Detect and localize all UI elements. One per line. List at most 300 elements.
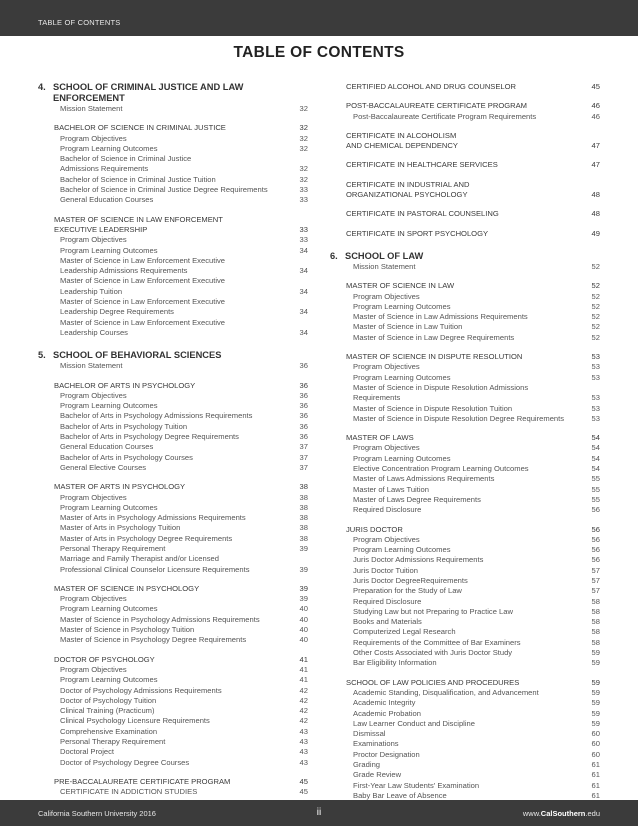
toc-subentry[interactable] <box>330 262 600 272</box>
toc-subentry[interactable] <box>330 688 600 698</box>
toc-entry-title: Program Learning Outcomes <box>60 675 158 685</box>
toc-page-number: 58 <box>591 617 600 627</box>
toc-subentry[interactable] <box>330 638 600 648</box>
toc-subentry[interactable] <box>38 185 308 195</box>
toc-entry-title: SCHOOL OF CRIMINAL JUSTICE AND LAW <box>53 82 244 92</box>
toc-entry-title: Master of Science in Law Enforcement Executive <box>60 255 226 265</box>
toc-entry-title: Bachelor of Science in Criminal Justice <box>60 154 192 164</box>
toc-subentry[interactable] <box>330 750 600 760</box>
toc-entry-title: Program Objectives <box>353 534 420 544</box>
toc-program-entry[interactable] <box>38 777 308 787</box>
toc-program-entry[interactable] <box>38 655 308 665</box>
toc-entry-title: CERTIFICATE IN INDUSTRIAL AND <box>346 179 470 189</box>
toc-subentry[interactable] <box>38 604 308 614</box>
toc-entry-title: Bar Eligibility Information <box>353 658 437 668</box>
toc-page-number: 40 <box>299 604 308 614</box>
toc-page-number: 45 <box>299 776 308 786</box>
toc-entry-title: First-Year Law Students' Examination <box>353 780 480 790</box>
toc-entry-title: SCHOOL OF LAW POLICIES AND PROCEDURES <box>346 677 520 687</box>
footer-university: California Southern University 2016 <box>38 809 156 818</box>
toc-entry-title: Master of Science in Law Enforcement Executive <box>60 276 226 286</box>
toc-program-entry[interactable] <box>38 123 308 133</box>
toc-entry-title: Law Learner Conduct and Discipline <box>353 718 475 728</box>
toc-page-number: 57 <box>591 565 600 575</box>
toc-page-number: 41 <box>299 664 308 674</box>
toc-program-entry[interactable] <box>330 525 600 535</box>
toc-entry-title: Program Learning Outcomes <box>353 372 451 382</box>
page-number: ii <box>316 807 322 818</box>
toc-entry-title: Clinical Training (Practicum) <box>60 706 155 716</box>
toc-entry-title: Master of Laws Degree Requirements <box>353 494 481 504</box>
toc-page-number: 57 <box>591 575 600 585</box>
toc-entry-title: Program Objectives <box>60 390 127 400</box>
toc-page-number: 36 <box>299 401 308 411</box>
toc-page-number: 33 <box>299 195 308 205</box>
toc-program-entry[interactable] <box>330 433 600 443</box>
toc-subentry[interactable] <box>38 422 308 432</box>
footer-url-prefix: www. <box>522 809 541 818</box>
toc-entry-title: Dismissal <box>353 729 386 739</box>
toc-entry-title: MASTER OF ARTS IN PSYCHOLOGY <box>54 482 186 492</box>
toc-page-number: 33 <box>299 235 308 245</box>
toc-entry-title: Master of Science in Psychology Tuition <box>60 625 195 635</box>
toc-subentry[interactable] <box>38 513 308 523</box>
toc-page-number: 59 <box>591 708 600 718</box>
toc-subentry[interactable] <box>330 627 600 637</box>
toc-subentry[interactable] <box>38 276 308 286</box>
toc-subentry[interactable] <box>38 463 308 473</box>
toc-entry-title: Baby Bar Leave of Absence <box>353 790 447 800</box>
toc-page-number: 42 <box>299 716 308 726</box>
toc-page-number: 59 <box>591 648 600 658</box>
toc-subentry[interactable] <box>330 535 600 545</box>
toc-page-number: 38 <box>299 492 308 502</box>
toc-subentry[interactable] <box>38 318 308 328</box>
toc-program-entry[interactable] <box>38 584 308 594</box>
toc-page-number: 61 <box>591 760 600 770</box>
toc-entry-title: Doctoral Project <box>60 747 115 757</box>
toc-page-number: 59 <box>591 677 600 687</box>
toc-program-entry[interactable] <box>330 352 600 362</box>
toc-entry-title: Other Costs Associated with Juris Doctor Study <box>353 648 513 658</box>
toc-entry-title: Bachelor of Arts in Psychology Courses <box>60 452 193 462</box>
toc-page-number: 56 <box>591 505 600 515</box>
toc-subentry[interactable] <box>330 454 600 464</box>
toc-subentry[interactable] <box>38 706 308 716</box>
page-title: TABLE OF CONTENTS <box>233 44 405 61</box>
toc-subentry[interactable] <box>38 328 308 338</box>
toc-page-number: 39 <box>299 594 308 604</box>
toc-subentry[interactable] <box>330 414 600 424</box>
toc-subentry[interactable] <box>330 485 600 495</box>
toc-subentry[interactable] <box>38 686 308 696</box>
toc-page-number: 48 <box>591 209 600 219</box>
toc-entry-title: Master of Science in Law Admissions Requirements <box>353 312 528 322</box>
toc-program-entry[interactable] <box>330 190 600 200</box>
toc-page-number: 46 <box>591 101 600 111</box>
toc-program-entry[interactable] <box>330 209 600 219</box>
toc-page-number: 56 <box>591 524 600 534</box>
toc-subentry[interactable] <box>330 383 600 393</box>
toc-page-number: 52 <box>591 261 600 271</box>
toc-page-number: 33 <box>299 185 308 195</box>
toc-subentry[interactable] <box>38 594 308 604</box>
toc-page-number: 38 <box>299 513 308 523</box>
toc-subentry[interactable] <box>330 648 600 658</box>
toc-entry-title: Elective Concentration Program Learning Outcomes <box>353 464 529 474</box>
toc-entry-title: Doctor of Psychology Tuition <box>60 695 157 705</box>
toc-page-number: 34 <box>299 286 308 296</box>
toc-subentry[interactable] <box>330 474 600 484</box>
toc-subentry[interactable] <box>38 175 308 185</box>
toc-entry-title: Master of Science in Dispute Resolution Degree Requirements <box>353 413 565 423</box>
toc-entry-title: Grading <box>353 760 381 770</box>
toc-subentry[interactable] <box>330 586 600 596</box>
toc-page-number: 37 <box>299 462 308 472</box>
toc-page-number: 58 <box>591 606 600 616</box>
toc-subentry[interactable] <box>38 154 308 164</box>
header-bar <box>0 0 638 36</box>
toc-subentry[interactable] <box>330 760 600 770</box>
toc-page-number: 43 <box>299 726 308 736</box>
toc-entry-title: Grade Review <box>353 770 402 780</box>
toc-subentry[interactable] <box>38 411 308 421</box>
toc-page-number: 37 <box>299 442 308 452</box>
toc-subentry[interactable] <box>38 787 308 797</box>
toc-page-number: 53 <box>591 413 600 423</box>
toc-subentry[interactable] <box>38 246 308 256</box>
toc-page-number: 40 <box>299 625 308 635</box>
toc-page-number: 54 <box>591 464 600 474</box>
toc-subentry[interactable] <box>330 505 600 515</box>
toc-page-number: 53 <box>591 372 600 382</box>
toc-subentry[interactable] <box>330 545 600 555</box>
toc-entry-title: Computerized Legal Research <box>353 627 456 637</box>
toc-entry-title: ENFORCEMENT <box>53 93 125 103</box>
toc-subentry[interactable] <box>38 432 308 442</box>
toc-page-number: 56 <box>591 555 600 565</box>
toc-subentry[interactable] <box>330 464 600 474</box>
toc-entry-title: Marriage and Family Therapist and/or Licensed <box>60 554 219 564</box>
toc-entry-title: DOCTOR OF PSYCHOLOGY <box>54 654 155 664</box>
toc-subentry[interactable] <box>38 696 308 706</box>
toc-subentry[interactable] <box>38 747 308 757</box>
toc-page-number: 39 <box>299 543 308 553</box>
toc-subentry[interactable] <box>38 727 308 737</box>
toc-subentry[interactable] <box>330 719 600 729</box>
toc-program-entry[interactable] <box>38 215 308 225</box>
toc-entry-title: Personal Therapy Requirement <box>60 543 166 553</box>
toc-page-number: 48 <box>591 190 600 200</box>
toc-page-number: 41 <box>299 675 308 685</box>
toc-entry-title: Mission Statement <box>60 361 123 371</box>
toc-page-number: 33 <box>299 224 308 234</box>
toc-program-entry[interactable] <box>330 229 600 239</box>
toc-program-entry[interactable] <box>330 160 600 170</box>
toc-subentry[interactable] <box>330 373 600 383</box>
toc-page-number: 42 <box>299 706 308 716</box>
toc-entry-title: Comprehensive Examination <box>60 726 158 736</box>
toc-entry-title: Master of Science in Psychology Admissions Requirements <box>60 614 260 624</box>
toc-page-number: 45 <box>591 82 600 91</box>
toc-subentry[interactable] <box>330 709 600 719</box>
toc-subentry[interactable] <box>38 144 308 154</box>
toc-subentry[interactable] <box>330 555 600 565</box>
toc-entry-title: Books and Materials <box>353 617 422 627</box>
toc-subentry[interactable] <box>38 256 308 266</box>
toc-subentry[interactable] <box>330 566 600 576</box>
toc-subentry[interactable] <box>38 554 308 564</box>
toc-subentry[interactable] <box>38 493 308 503</box>
toc-subentry[interactable] <box>330 362 600 372</box>
toc-subentry[interactable] <box>38 565 308 575</box>
toc-program-entry[interactable] <box>38 381 308 391</box>
toc-entry-title: CERTIFICATE IN HEALTHCARE SERVICES <box>346 160 498 170</box>
toc-page-number: 52 <box>591 312 600 322</box>
toc-subentry[interactable] <box>330 729 600 739</box>
toc-page-number: 49 <box>591 228 600 238</box>
toc-entry-title: Program Objectives <box>60 594 127 604</box>
toc-entry-title: Program Objectives <box>60 492 127 502</box>
toc-section-number: 6. <box>330 250 338 261</box>
toc-entry-title: JURIS DOCTOR <box>346 524 403 534</box>
toc-page-number: 52 <box>591 322 600 332</box>
toc-subentry[interactable] <box>330 739 600 749</box>
toc-page-number: 32 <box>299 174 308 184</box>
toc-program-entry[interactable] <box>330 82 600 92</box>
toc-entry-title: Program Learning Outcomes <box>353 453 451 463</box>
toc-page-number: 53 <box>591 362 600 372</box>
toc-page-number: 36 <box>299 432 308 442</box>
toc-program-entry[interactable] <box>330 101 600 111</box>
toc-subentry[interactable] <box>38 737 308 747</box>
toc-page-number: 39 <box>299 583 308 593</box>
toc-subentry[interactable] <box>330 393 600 403</box>
toc-subentry[interactable] <box>330 597 600 607</box>
toc-subentry[interactable] <box>330 576 600 586</box>
toc-program-entry[interactable] <box>38 482 308 492</box>
toc-page-number: 38 <box>299 533 308 543</box>
toc-subentry[interactable] <box>38 625 308 635</box>
toc-subentry[interactable] <box>38 297 308 307</box>
toc-entry-title: Juris Doctor DegreeRequirements <box>353 575 468 585</box>
toc-entry-title: CERTIFICATE IN ALCOHOLISM <box>346 130 457 140</box>
toc-subentry[interactable] <box>330 495 600 505</box>
toc-subentry[interactable] <box>38 287 308 297</box>
toc-page-number: 56 <box>591 534 600 544</box>
toc-entry-title: Master of Science in Psychology Degree Requirements <box>60 635 247 645</box>
toc-entry-title: Program Learning Outcomes <box>60 502 158 512</box>
toc-subentry[interactable] <box>38 675 308 685</box>
toc-subentry[interactable] <box>38 134 308 144</box>
toc-subentry[interactable] <box>330 443 600 453</box>
toc-subentry[interactable] <box>38 665 308 675</box>
toc-program-entry[interactable] <box>330 180 600 190</box>
toc-subentry[interactable] <box>330 770 600 780</box>
toc-entry-title: Clinical Psychology Licensure Requirements <box>60 716 210 726</box>
toc-page-number: 61 <box>591 780 600 790</box>
toc-entry-title: Mission Statement <box>353 261 416 271</box>
toc-entry-title: General Elective Courses <box>60 462 147 472</box>
toc-entry-title: SCHOOL OF BEHAVIORAL SCIENCES <box>53 350 222 361</box>
toc-entry-title: AND CHEMICAL DEPENDENCY <box>346 141 458 151</box>
toc-entry-title: Leadership Degree Requirements <box>60 307 174 317</box>
toc-page-number: 36 <box>299 411 308 421</box>
toc-subentry[interactable] <box>330 617 600 627</box>
toc-entry-title: BACHELOR OF ARTS IN PSYCHOLOGY <box>54 380 196 390</box>
toc-entry-title: Master of Science in Law Tuition <box>353 322 463 332</box>
toc-entry-title: Bachelor of Science in Criminal Justice Degree Requirements <box>60 185 268 195</box>
toc-program-entry[interactable] <box>38 225 308 235</box>
toc-section-number: 5. <box>38 350 46 361</box>
toc-entry-title: Post-Baccalaureate Certificate Program Requirements <box>353 111 537 121</box>
toc-subentry[interactable] <box>38 544 308 554</box>
toc-subentry[interactable] <box>38 534 308 544</box>
toc-subentry[interactable] <box>38 503 308 513</box>
toc-entry-title: Required Disclosure <box>353 596 422 606</box>
toc-school-heading[interactable] <box>330 251 600 262</box>
toc-page-number: 34 <box>299 327 308 337</box>
toc-page-number: 34 <box>299 307 308 317</box>
toc-page-number: 40 <box>299 614 308 624</box>
header-label: TABLE OF CONTENTS <box>38 18 121 27</box>
toc-subentry[interactable] <box>38 266 308 276</box>
toc-subentry[interactable] <box>38 391 308 401</box>
toc-subentry[interactable] <box>38 195 308 205</box>
toc-subentry[interactable] <box>330 302 600 312</box>
toc-subentry[interactable] <box>38 635 308 645</box>
toc-page-number: 52 <box>591 301 600 311</box>
toc-subentry[interactable] <box>38 235 308 245</box>
toc-page-number: 59 <box>591 687 600 697</box>
toc-entry-title: Master of Science in Law Enforcement Executive <box>60 297 226 307</box>
toc-entry-title: Program Learning Outcomes <box>60 604 158 614</box>
toc-page-number: 36 <box>299 361 308 371</box>
toc-entry-title: Master of Arts in Psychology Degree Requirements <box>60 533 233 543</box>
toc-page-number: 57 <box>591 586 600 596</box>
toc-subentry[interactable] <box>38 307 308 317</box>
toc-entry-title: Professional Clinical Counselor Licensure Requirements <box>60 564 250 574</box>
toc-page-number: 38 <box>299 482 308 492</box>
toc-page-number: 40 <box>299 635 308 645</box>
toc-subentry[interactable] <box>38 716 308 726</box>
toc-page-number: 39 <box>299 564 308 574</box>
toc-entry-title: Doctor of Psychology Degree Courses <box>60 757 190 767</box>
toc-entry-title: Master of Laws Admissions Requirements <box>353 474 495 484</box>
toc-subentry[interactable] <box>330 781 600 791</box>
toc-subentry[interactable] <box>330 607 600 617</box>
toc-page-number: 54 <box>591 443 600 453</box>
toc-page-number: 60 <box>591 749 600 759</box>
toc-entry-title: Personal Therapy Requirement <box>60 737 166 747</box>
toc-entry-title: Program Learning Outcomes <box>60 401 158 411</box>
toc-page-number: 38 <box>299 523 308 533</box>
toc-subentry[interactable] <box>330 322 600 332</box>
toc-page-number: 53 <box>591 352 600 362</box>
toc-subentry[interactable] <box>38 442 308 452</box>
toc-program-entry[interactable] <box>330 131 600 141</box>
toc-page-number: 61 <box>591 770 600 780</box>
toc-entry-title: EXECUTIVE LEADERSHIP <box>54 224 148 234</box>
toc-entry-title: Juris Doctor Admissions Requirements <box>353 555 484 565</box>
toc-subentry[interactable] <box>38 361 308 371</box>
toc-subentry[interactable] <box>38 104 308 114</box>
toc-page-number: 53 <box>591 403 600 413</box>
toc-subentry[interactable] <box>38 615 308 625</box>
toc-page-number: 34 <box>299 266 308 276</box>
toc-entry-title: MASTER OF SCIENCE IN LAW <box>346 281 455 291</box>
toc-program-entry[interactable] <box>330 141 600 151</box>
toc-page-number: 55 <box>591 494 600 504</box>
toc-subentry[interactable] <box>330 333 600 343</box>
toc-subentry[interactable] <box>330 112 600 122</box>
toc-school-heading[interactable] <box>38 350 308 361</box>
toc-page-number: 45 <box>299 787 308 797</box>
toc-entry-title: Program Objectives <box>60 664 127 674</box>
footer-bar <box>0 800 638 826</box>
toc-program-entry[interactable] <box>330 281 600 291</box>
toc-page-number: 47 <box>591 160 600 170</box>
toc-subentry[interactable] <box>38 164 308 174</box>
toc-subentry[interactable] <box>38 401 308 411</box>
toc-page-number: 32 <box>299 133 308 143</box>
footer-url[interactable] <box>523 809 600 818</box>
toc-school-heading[interactable] <box>38 93 308 104</box>
toc-subentry[interactable] <box>38 758 308 768</box>
toc-subentry[interactable] <box>38 453 308 463</box>
toc-page-number: 43 <box>299 737 308 747</box>
toc-entry-title: Leadership Courses <box>60 327 128 337</box>
toc-page-number: 55 <box>591 484 600 494</box>
toc-entry-title: Master of Arts in Psychology Admissions Requirements <box>60 513 246 523</box>
toc-entry-title: Program Learning Outcomes <box>353 301 451 311</box>
toc-page-number: 32 <box>299 143 308 153</box>
toc-entry-title: Master of Science in Dispute Resolution Admissions <box>353 382 529 392</box>
toc-page-number: 58 <box>591 596 600 606</box>
toc-page-number: 41 <box>299 654 308 664</box>
toc-subentry[interactable] <box>330 404 600 414</box>
toc-entry-title: Juris Doctor Tuition <box>353 565 418 575</box>
toc-page-number: 52 <box>591 332 600 342</box>
toc-page-number: 46 <box>591 111 600 121</box>
toc-entry-title: MASTER OF SCIENCE IN LAW ENFORCEMENT <box>54 214 223 224</box>
toc-subentry[interactable] <box>38 523 308 533</box>
toc-school-heading[interactable] <box>38 82 308 93</box>
toc-entry-title: Proctor Designation <box>353 749 420 759</box>
toc-entry-title: POST-BACCALAUREATE CERTIFICATE PROGRAM <box>346 101 528 111</box>
toc-page-number: 43 <box>299 757 308 767</box>
toc-subentry[interactable] <box>330 658 600 668</box>
toc-entry-title: BACHELOR OF SCIENCE IN CRIMINAL JUSTICE <box>54 123 226 133</box>
toc-subentry[interactable] <box>330 292 600 302</box>
toc-page-number: 36 <box>299 380 308 390</box>
toc-program-entry[interactable] <box>330 678 600 688</box>
toc-entry-title: Program Objectives <box>353 362 420 372</box>
toc-entry-title: Examinations <box>353 739 399 749</box>
toc-entry-title: MASTER OF SCIENCE IN DISPUTE RESOLUTION <box>346 352 523 362</box>
toc-page-number: 58 <box>591 637 600 647</box>
toc-column-left <box>38 82 308 798</box>
toc-entry-title: Mission Statement <box>60 104 123 113</box>
toc-page-number: 61 <box>591 790 600 800</box>
toc-page-number: 56 <box>591 545 600 555</box>
toc-subentry[interactable] <box>330 312 600 322</box>
toc-page-number: 32 <box>299 123 308 133</box>
footer-url-suffix: .edu <box>585 809 600 818</box>
toc-column-right <box>330 82 600 812</box>
toc-entry-title: Leadership Admissions Requirements <box>60 266 188 276</box>
toc-subentry[interactable] <box>330 698 600 708</box>
